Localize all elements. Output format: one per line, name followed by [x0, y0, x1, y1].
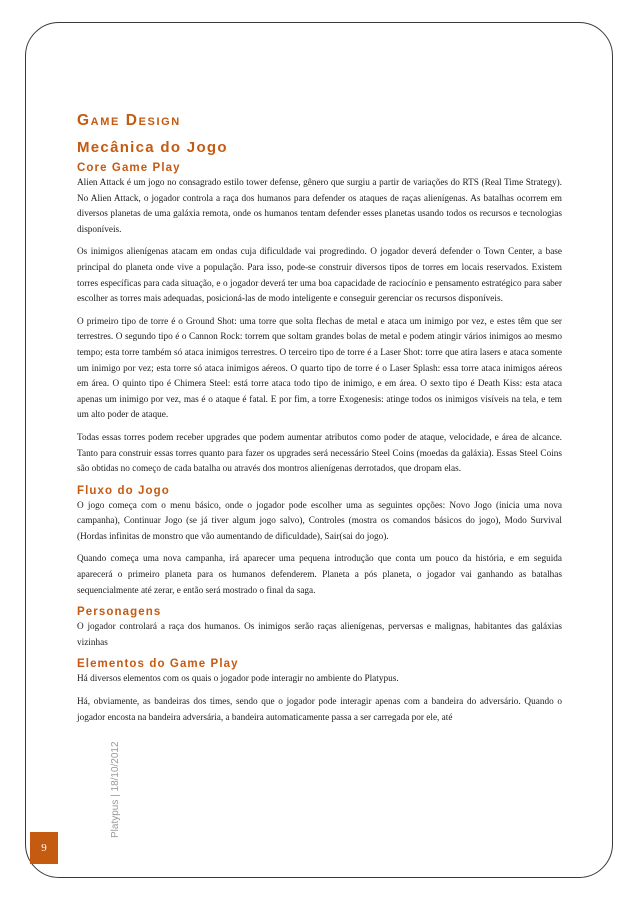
- elementos-paragraph-1: Há diversos elementos com os quais o jogador pode interagir no ambiente do Platypus.: [77, 674, 399, 685]
- core-paragraph-2: Os inimigos alienígenas atacam em ondas cuja dificuldade vai progredindo. O jogador deverá defender o Town Center, a base principal do planeta onde vive a população. Para isso, pode-se construir diversos tipos de torres em locais reservados. Existem torres específicas para cada situação, e o jogador deverá ter uma boa capacidade de raciocínio e pensamento estratégico para saber escolher as torres mais adequadas, posicioná-las de modo inteligente e conseguir gerenciar os recursos disponíveis.: [77, 247, 562, 305]
- personagens-paragraph-1: O jogador controlará a raça dos humanos. Os inimigos serão raças alienígenas, perversas e malignas, habitantes das galáxias vizinhas: [77, 622, 562, 648]
- fluxo-paragraph-2: Quando começa uma nova campanha, irá aparecer uma pequena introdução que conta um pouco da história, e em seguida aparecerá o primeiro planeta para os humanos defenderem. Planeta a pós planeta, o jogador vai ganhando as batalhas sequencialmente até zerar, e então será mostrado o final da saga.: [77, 554, 562, 596]
- document-title: Game Design: [77, 112, 181, 129]
- core-paragraph-3: O primeiro tipo de torre é o Ground Shot: uma torre que solta flechas de metal e ataca um inimigo por vez, e estes têm que ser terrestres. O segundo tipo é o Cannon Rock: torrem que soltam grandes bolas de metal e podem atingir vários inimigos ao mesmo tempo; esta torre também só ataca inimigos terrestres. O terceiro tipo de torre é a Laser Shot: torre que atira lasers e ataca somente um inimigo por vez; esta torre só ataca inimigos aéreos. O quarto tipo de torre é o Laser Splash: essa torre ataca inimigos aéreos em área. O quinto tipo é Chimera Steel: está torre ataca todo tipo de inimigo, e em área. O sexto tipo é Death Kiss: esta ataca apenas um inimigo por vez, mas é o ataque é fatal. E por fim, a torre Exogenesis: atinge todos os inimigos visíveis na tela, e tem um alto poder de ataque.: [77, 316, 562, 421]
- section-heading-mecanica: Mecânica do Jogo: [77, 139, 228, 156]
- document-body: [77, 112, 562, 733]
- subsection-heading-personagens: Personagens: [77, 606, 162, 619]
- subsection-heading-elementos: Elementos do Game Play: [77, 658, 239, 671]
- subsection-heading-fluxo: Fluxo do Jogo: [77, 484, 170, 497]
- subsection-heading-core-game-play: Core Game Play: [77, 162, 181, 174]
- core-paragraph-1: Alien Attack é um jogo no consagrado estilo tower defense, gênero que surgiu a partir de variações do RTS (Real Time Strategy). No Alien Attack, o jogador controla a raça dos humanos para defender os ataques de raças alienígenas. As batalhas ocorrem em diversos planetas de uma galáxia remota, onde os humanos tentam defender esses planetas usando todos os recursos e tecnologias disponíveis.: [77, 178, 562, 235]
- fluxo-paragraph-1: O jogo começa com o menu básico, onde o jogador pode escolher uma as seguintes opções: Novo Jogo (inicia uma nova campanha), Continuar Jogo (se já tiver algum jogo salvo), Controles (mostra os comandos básicos do jogo), Modo Survival (Hordas infinitas de monstro que vão aumentando de dificuldade), Sair(sai do jogo).: [77, 500, 562, 542]
- elementos-paragraph-2: Há, obviamente, as bandeiras dos times, sendo que o jogador pode interagir apenas com a bandeira do adversário. Quando o jogador encosta na bandeira adversária, a bandeira automaticamente passa a ser carregada por ele, até: [77, 697, 562, 723]
- date-watermark: Platypus | 18/10/2012: [110, 741, 121, 838]
- core-paragraph-4: Todas essas torres podem receber upgrades que podem aumentar atributos como poder de ataque, velocidade, e área de alcance. Tanto para construir essas torres quanto para fazer os upgrades será necessário Steel Coins (moedas da galáxia). Essas Steel Coins são obtidas no começo de cada batalha ou através dos montros alienígenas derrotados, que dropam elas.: [77, 432, 562, 475]
- page-number: 9: [30, 832, 58, 864]
